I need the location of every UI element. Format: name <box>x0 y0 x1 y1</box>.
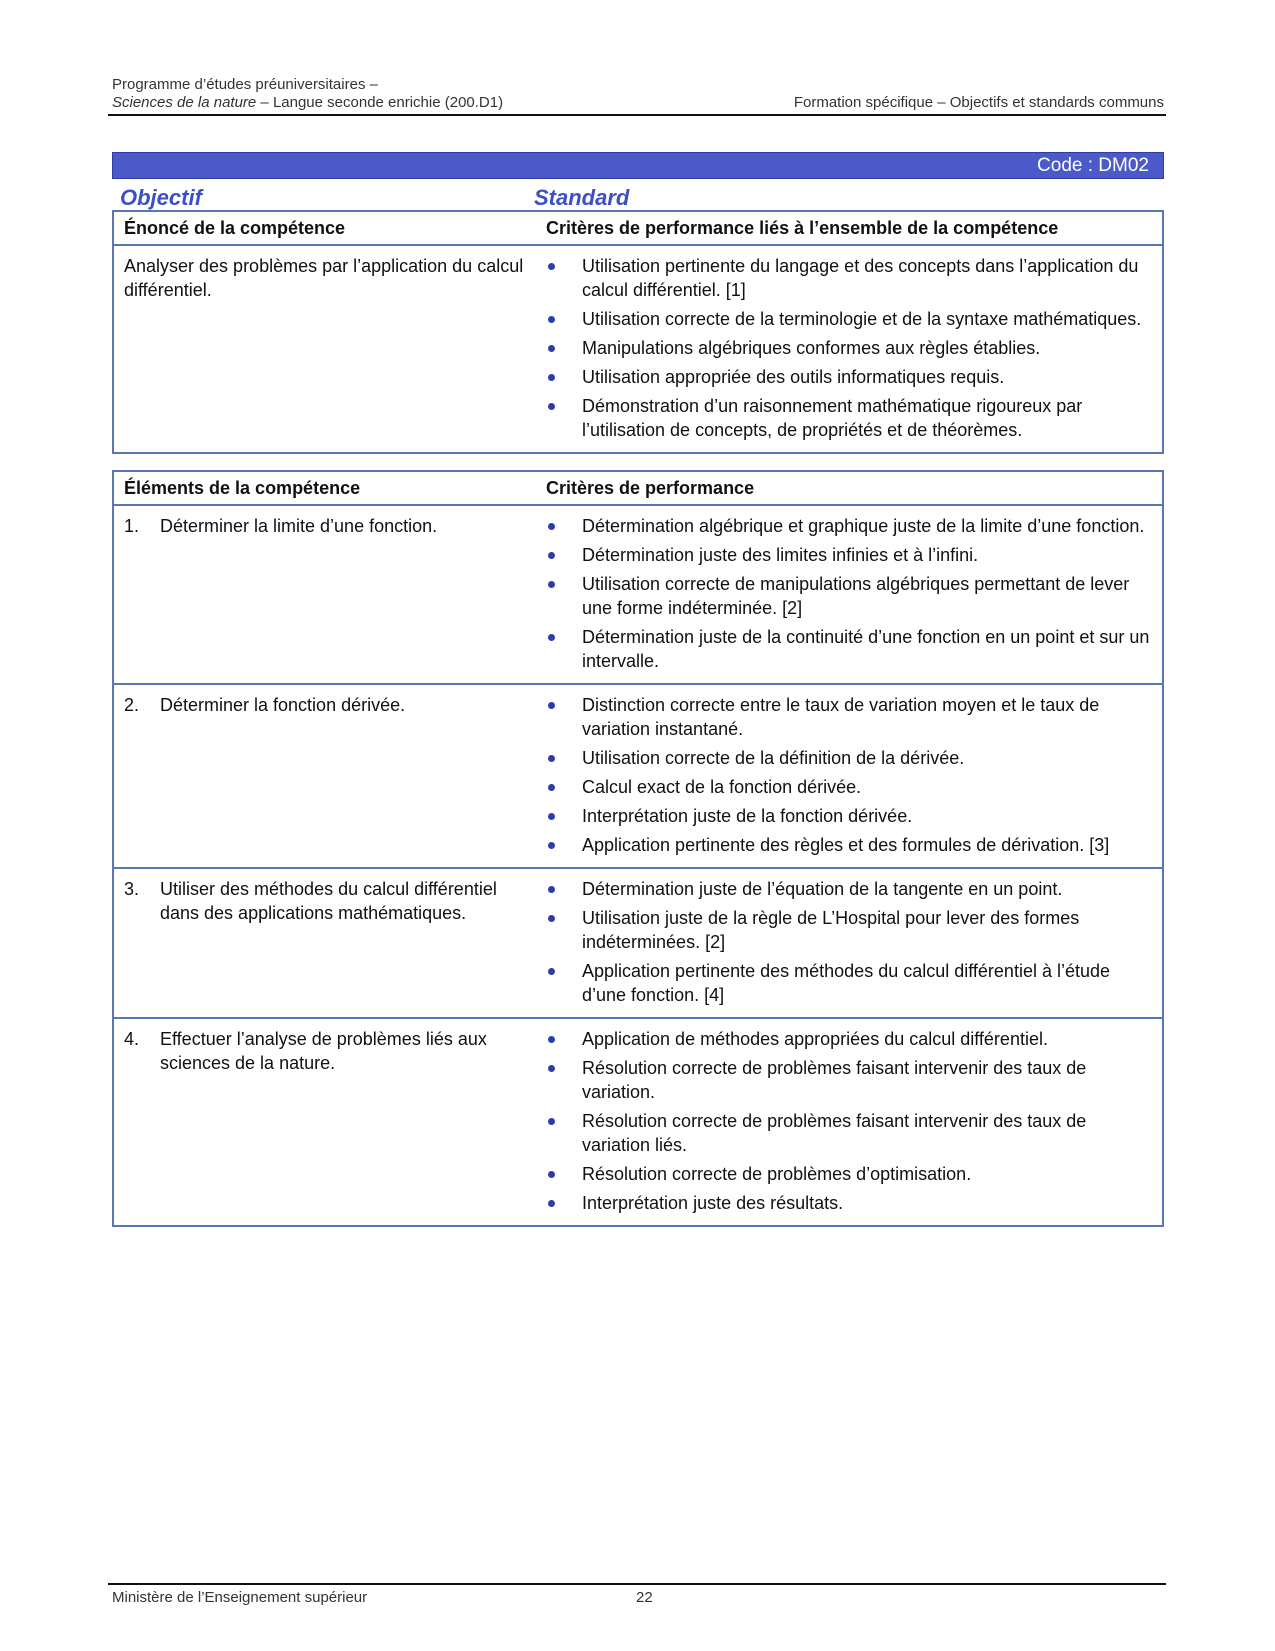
competence-criteria-list <box>546 254 1154 442</box>
element-statement <box>124 877 528 925</box>
criterion-text: Interprétation juste des résultats. <box>582 1193 844 1213</box>
page-number: 22 <box>636 1589 653 1606</box>
criterion-text: Détermination juste de l’équation de la tangente en un point. <box>582 879 1063 899</box>
header-rule <box>108 114 1166 116</box>
bullet-icon <box>548 1036 555 1043</box>
running-header <box>112 76 1164 112</box>
criterion-item <box>546 625 1154 673</box>
code-bar <box>112 152 1164 179</box>
element-statement <box>124 514 528 538</box>
bullet-icon <box>548 345 555 352</box>
criterion-text: Utilisation correcte de la définition de la dérivée. <box>582 748 965 768</box>
bullet-icon <box>548 1200 555 1207</box>
criterion-item <box>546 959 1154 1007</box>
criterion-item <box>546 1162 1154 1186</box>
criterion-text: Utilisation juste de la règle de L’Hospital pour lever des formes indéterminées. [2] <box>582 908 1080 952</box>
bullet-icon <box>548 1065 555 1072</box>
competence-left-header: Énoncé de la compétence <box>124 218 346 238</box>
criterion-text: Démonstration d’un raisonnement mathématique rigoureux par l’utilisation de concepts, de propriétés et de théorèmes. <box>582 396 1083 440</box>
criterion-item <box>546 877 1154 901</box>
criterion-item <box>546 254 1154 302</box>
bullet-icon <box>548 915 555 922</box>
element-criteria-list <box>546 693 1154 857</box>
bullet-icon <box>548 813 555 820</box>
bullet-icon <box>548 755 555 762</box>
criterion-text: Détermination algébrique et graphique juste de la limite d’une fonction. <box>582 516 1145 536</box>
criterion-item <box>546 307 1154 331</box>
criterion-item <box>546 1056 1154 1104</box>
competence-header-row <box>114 212 1162 244</box>
criterion-item <box>546 804 1154 828</box>
bullet-icon <box>548 581 555 588</box>
bullet-icon <box>548 886 555 893</box>
elements-header-row <box>114 472 1162 504</box>
competence-statement: Analyser des problèmes par l’application du calcul différentiel. <box>124 256 524 300</box>
criterion-text: Utilisation pertinente du langage et des concepts dans l’application du calcul différentiel. [1] <box>582 256 1139 300</box>
element-text: Déterminer la limite d’une fonction. <box>160 516 438 536</box>
bullet-icon <box>548 403 555 410</box>
criterion-text: Utilisation appropriée des outils informatiques requis. <box>582 367 1005 387</box>
criterion-item <box>546 394 1154 442</box>
element-row <box>114 1017 1162 1225</box>
header-program-code: – Langue seconde enrichie (200.D1) <box>256 94 504 111</box>
header-subline <box>112 94 1164 112</box>
element-number: 2. <box>124 695 140 715</box>
element-statement <box>124 1027 528 1075</box>
element-criteria-list <box>546 514 1154 673</box>
course-code: Code : DM02 <box>1037 154 1149 176</box>
bullet-icon <box>548 1171 555 1178</box>
criterion-text: Utilisation correcte de manipulations algébriques permettant de lever une forme indéterminée. [2] <box>582 574 1130 618</box>
element-row <box>114 504 1162 683</box>
criterion-text: Application pertinente des méthodes du calcul différentiel à l’étude d’une fonction. [4] <box>582 961 1111 1005</box>
bullet-icon <box>548 842 555 849</box>
criterion-text: Distinction correcte entre le taux de variation moyen et le taux de variation instantané. <box>582 695 1100 739</box>
competence-table <box>112 210 1164 454</box>
criterion-text: Application de méthodes appropriées du calcul différentiel. <box>582 1029 1048 1049</box>
criterion-item <box>546 572 1154 620</box>
elements-table <box>112 470 1164 1227</box>
element-criteria-list <box>546 877 1154 1007</box>
bullet-icon <box>548 784 555 791</box>
element-text: Déterminer la fonction dérivée. <box>160 695 406 715</box>
header-program-line: Programme d’études préuniversitaires – <box>112 76 378 93</box>
criterion-item <box>546 1109 1154 1157</box>
bullet-icon <box>548 702 555 709</box>
header-program-italic: Sciences de la nature <box>112 94 257 111</box>
criterion-text: Interprétation juste de la fonction dérivée. <box>582 806 913 826</box>
element-criteria-list <box>546 1027 1154 1215</box>
criterion-text: Résolution correcte de problèmes faisant intervenir des taux de variation liés. <box>582 1111 1087 1155</box>
element-row <box>114 867 1162 1017</box>
column-heading-standard: Standard <box>534 185 630 210</box>
element-row <box>114 683 1162 867</box>
criterion-text: Détermination juste de la continuité d’une fonction en un point et sur un intervalle. <box>582 627 1150 671</box>
footer-ministry: Ministère de l’Enseignement supérieur <box>112 1589 368 1606</box>
criterion-item <box>546 336 1154 360</box>
bullet-icon <box>548 552 555 559</box>
bullet-icon <box>548 374 555 381</box>
competence-right-header: Critères de performance liés à l’ensemble de la compétence <box>546 218 1059 238</box>
criterion-item <box>546 1191 1154 1215</box>
bullet-icon <box>548 523 555 530</box>
criterion-text: Manipulations algébriques conformes aux règles établies. <box>582 338 1041 358</box>
element-text: Effectuer l’analyse de problèmes liés aux sciences de la nature. <box>160 1029 487 1073</box>
footer-rule <box>108 1583 1166 1585</box>
bullet-icon <box>548 634 555 641</box>
criterion-text: Résolution correcte de problèmes d’optimisation. <box>582 1164 972 1184</box>
competence-body-row <box>114 244 1162 452</box>
bullet-icon <box>548 968 555 975</box>
bullet-icon <box>548 1118 555 1125</box>
element-number: 1. <box>124 516 140 536</box>
header-program-name <box>112 94 503 112</box>
criterion-text: Application pertinente des règles et des formules de dérivation. [3] <box>582 835 1110 855</box>
element-statement <box>124 693 528 717</box>
column-heading-objectif: Objectif <box>120 185 202 210</box>
criterion-item <box>546 906 1154 954</box>
criterion-item <box>546 746 1154 770</box>
criterion-item <box>546 693 1154 741</box>
criterion-text: Détermination juste des limites infinies et à l’infini. <box>582 545 979 565</box>
bullet-icon <box>548 316 555 323</box>
criterion-text: Utilisation correcte de la terminologie et de la syntaxe mathématiques. <box>582 309 1142 329</box>
bullet-icon <box>548 263 555 270</box>
element-number: 3. <box>124 879 140 899</box>
criterion-item <box>546 514 1154 538</box>
criterion-text: Calcul exact de la fonction dérivée. <box>582 777 862 797</box>
criterion-item <box>546 1027 1154 1051</box>
criterion-item <box>546 775 1154 799</box>
criterion-item <box>546 833 1154 857</box>
element-text: Utiliser des méthodes du calcul différentiel dans des applications mathématiques. <box>160 879 497 923</box>
criterion-text: Résolution correcte de problèmes faisant intervenir des taux de variation. <box>582 1058 1087 1102</box>
elements-left-header: Éléments de la compétence <box>124 478 361 498</box>
criterion-item <box>546 365 1154 389</box>
elements-right-header: Critères de performance <box>546 478 755 498</box>
header-section: Formation spécifique – Objectifs et standards communs <box>793 94 1164 111</box>
criterion-item <box>546 543 1154 567</box>
element-number: 4. <box>124 1029 140 1049</box>
